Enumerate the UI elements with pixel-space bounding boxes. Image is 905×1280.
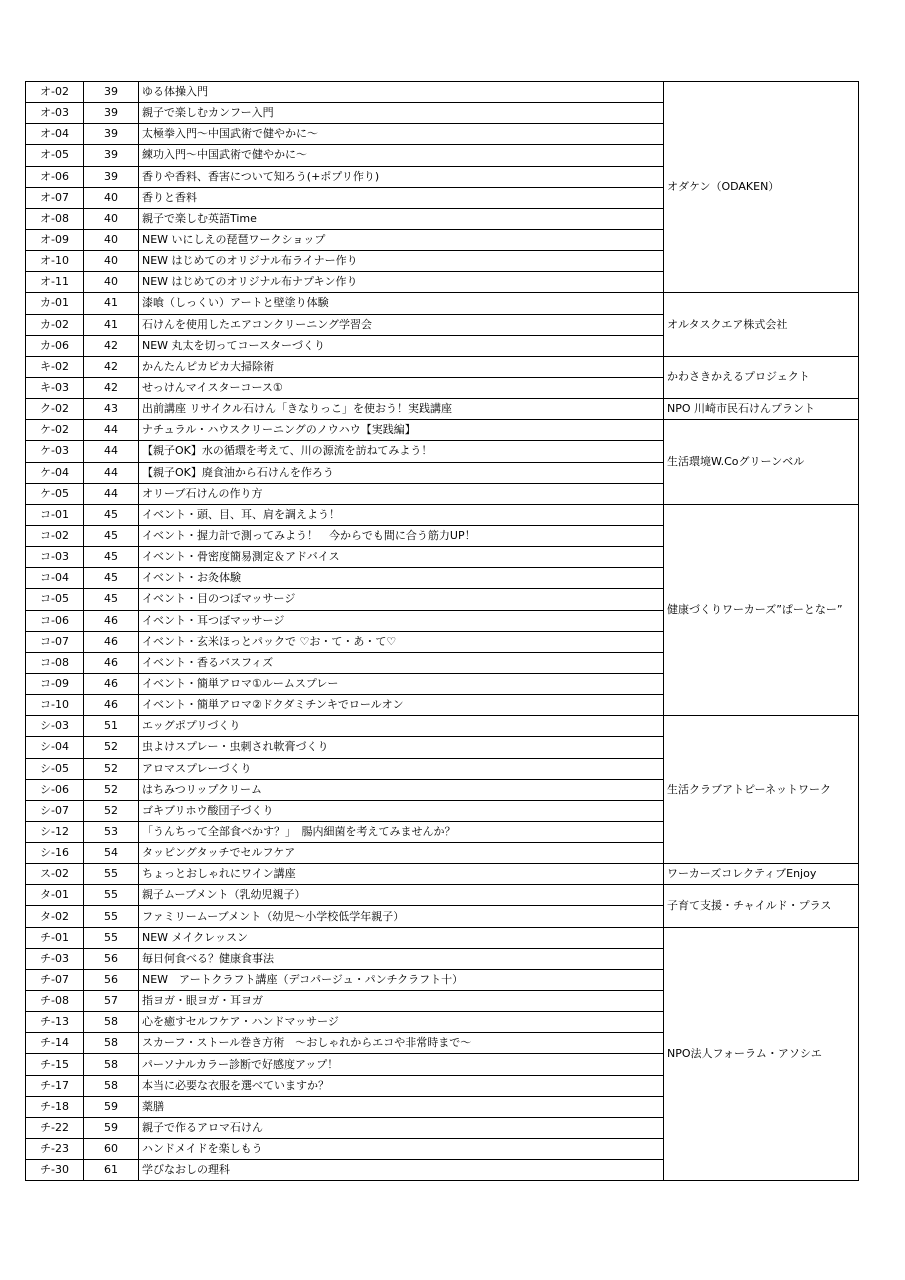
course-code: キ-03 (26, 377, 84, 398)
course-code: チ-17 (26, 1075, 84, 1096)
organization-name: ワーカーズコレクティブEnjoy (664, 864, 859, 885)
course-title: NEW 丸太を切ってコースターづくり (139, 335, 664, 356)
course-code: ケ-05 (26, 483, 84, 504)
course-code: オ-10 (26, 251, 84, 272)
course-code: オ-07 (26, 187, 84, 208)
page-number: 46 (84, 610, 139, 631)
course-code: コ-10 (26, 695, 84, 716)
table-row (26, 885, 859, 906)
course-title: ハンドメイドを楽しもう (139, 1139, 664, 1160)
course-code: チ-18 (26, 1096, 84, 1117)
course-title: スカーフ・ストール巻き方術 ～おしゃれからエコや非常時まで～ (139, 1033, 664, 1054)
course-code: コ-05 (26, 589, 84, 610)
course-title: アロマスプレーづくり (139, 758, 664, 779)
organization-name: NPO法人フォーラム・アソシエ (664, 927, 859, 1181)
course-code: シ-12 (26, 821, 84, 842)
course-code: オ-06 (26, 166, 84, 187)
course-code: シ-06 (26, 779, 84, 800)
course-title: イベント・お灸体験 (139, 568, 664, 589)
course-title: イベント・頭、目、耳、肩を調えよう！ (139, 504, 664, 525)
page-number: 44 (84, 462, 139, 483)
course-title: はちみつリップクリーム (139, 779, 664, 800)
course-title: NEW アートクラフト講座（デコパージュ・パンチクラフト十） (139, 969, 664, 990)
organization-name: 生活環境W.Coグリーンベル (664, 420, 859, 505)
page-number: 42 (84, 356, 139, 377)
page-number: 40 (84, 208, 139, 229)
page-number: 52 (84, 800, 139, 821)
course-code: シ-05 (26, 758, 84, 779)
course-code: カ-01 (26, 293, 84, 314)
course-title: NEW はじめてのオリジナル布ライナー作り (139, 251, 664, 272)
page-number: 58 (84, 1054, 139, 1075)
course-title: 漆喰（しっくい）アートと壁塗り体験 (139, 293, 664, 314)
page-number: 54 (84, 843, 139, 864)
organization-name: オルタスクエア株式会社 (664, 293, 859, 356)
course-title: 指ヨガ・眼ヨガ・耳ヨガ (139, 991, 664, 1012)
page-number: 45 (84, 504, 139, 525)
course-title: NEW いにしえの琵琶ワークショップ (139, 229, 664, 250)
page-number: 53 (84, 821, 139, 842)
course-title: 「うんちって全部食べかす？」 腸内細菌を考えてみませんか？ (139, 821, 664, 842)
course-title: 香りや香料、香害について知ろう(+ポプリ作り) (139, 166, 664, 187)
page-number: 55 (84, 885, 139, 906)
course-title: 石けんを使用したエアコンクリーニング学習会 (139, 314, 664, 335)
course-title: 香りと香料 (139, 187, 664, 208)
course-code: コ-08 (26, 652, 84, 673)
course-title: イベント・簡単アロマ①ルームスプレー (139, 673, 664, 694)
course-code: タ-02 (26, 906, 84, 927)
course-code: チ-30 (26, 1160, 84, 1181)
page-number: 58 (84, 1075, 139, 1096)
page-number: 40 (84, 229, 139, 250)
page-number: 52 (84, 737, 139, 758)
course-title: ゆる体操入門 (139, 82, 664, 103)
page-number: 52 (84, 779, 139, 800)
course-code: キ-02 (26, 356, 84, 377)
page-number: 44 (84, 483, 139, 504)
course-title: 太極拳入門～中国武術で健やかに～ (139, 124, 664, 145)
course-code: コ-01 (26, 504, 84, 525)
course-code: コ-09 (26, 673, 84, 694)
course-code: オ-05 (26, 145, 84, 166)
course-code: オ-08 (26, 208, 84, 229)
course-title: イベント・握力計で測ってみよう！ 今からでも間に合う筋力UP！ (139, 525, 664, 546)
page-number: 39 (84, 124, 139, 145)
course-code: コ-04 (26, 568, 84, 589)
course-title: NEW メイクレッスン (139, 927, 664, 948)
page-number: 46 (84, 673, 139, 694)
page-number: 39 (84, 82, 139, 103)
page-number: 51 (84, 716, 139, 737)
course-title: せっけんマイスターコース① (139, 377, 664, 398)
page-number: 52 (84, 758, 139, 779)
page-number: 56 (84, 948, 139, 969)
course-title: 本当に必要な衣服を選べていますか？ (139, 1075, 664, 1096)
page-number: 45 (84, 525, 139, 546)
course-title: 【親子OK】水の循環を考えて、川の源流を訪ねてみよう！ (139, 441, 664, 462)
page-number: 46 (84, 695, 139, 716)
page-number: 39 (84, 166, 139, 187)
page-number: 41 (84, 314, 139, 335)
organization-name: 健康づくりワーカーズ”ぱーとなー” (664, 504, 859, 715)
page-number: 45 (84, 589, 139, 610)
course-code: チ-08 (26, 991, 84, 1012)
course-title: オリーブ石けんの作り方 (139, 483, 664, 504)
course-code: コ-06 (26, 610, 84, 631)
course-title: 【親子OK】廃食油から石けんを作ろう (139, 462, 664, 483)
organization-name: オダケン（ODAKEN） (664, 82, 859, 293)
course-title: 親子で楽しむカンフー入門 (139, 103, 664, 124)
page-number: 55 (84, 864, 139, 885)
course-code: ケ-03 (26, 441, 84, 462)
course-title: イベント・香るバスフィズ (139, 652, 664, 673)
organization-name: 子育て支援・チャイルド・プラス (664, 885, 859, 927)
course-code: チ-14 (26, 1033, 84, 1054)
page-number: 46 (84, 652, 139, 673)
page-number: 40 (84, 187, 139, 208)
course-title: 毎日何食べる？健康食事法 (139, 948, 664, 969)
page-number: 45 (84, 547, 139, 568)
page-number: 39 (84, 145, 139, 166)
table-row (26, 927, 859, 948)
course-title: ナチュラル・ハウスクリーニングのノウハウ【実践編】 (139, 420, 664, 441)
course-title: NEW はじめてのオリジナル布ナプキン作り (139, 272, 664, 293)
course-code: チ-13 (26, 1012, 84, 1033)
course-title: イベント・目のつぼマッサージ (139, 589, 664, 610)
page-number: 58 (84, 1012, 139, 1033)
course-table (25, 81, 859, 1181)
page-number: 40 (84, 272, 139, 293)
course-title: イベント・簡単アロマ②ドクダミチンキでロールオン (139, 695, 664, 716)
page-number: 42 (84, 377, 139, 398)
course-code: オ-04 (26, 124, 84, 145)
course-code: チ-15 (26, 1054, 84, 1075)
course-code: カ-06 (26, 335, 84, 356)
page-number: 45 (84, 568, 139, 589)
table-row (26, 864, 859, 885)
page-number: 44 (84, 420, 139, 441)
course-code: オ-03 (26, 103, 84, 124)
course-title: ゴキブリホウ酸団子づくり (139, 800, 664, 821)
page-number: 59 (84, 1096, 139, 1117)
page-number: 56 (84, 969, 139, 990)
course-title: ちょっとおしゃれにワイン講座 (139, 864, 664, 885)
table-row (26, 716, 859, 737)
course-title: タッピングタッチでセルフケア (139, 843, 664, 864)
course-title: 出前講座 リサイクル石けん「きなりっこ」を使おう！実践講座 (139, 399, 664, 420)
course-title: 練功入門～中国武術で健やかに～ (139, 145, 664, 166)
course-code: シ-03 (26, 716, 84, 737)
course-code: ス-02 (26, 864, 84, 885)
page-number: 58 (84, 1033, 139, 1054)
page-number: 40 (84, 251, 139, 272)
course-code: コ-02 (26, 525, 84, 546)
course-code: タ-01 (26, 885, 84, 906)
course-title: パーソナルカラー診断で好感度アップ！ (139, 1054, 664, 1075)
page-number: 46 (84, 631, 139, 652)
course-code: チ-01 (26, 927, 84, 948)
page-number: 61 (84, 1160, 139, 1181)
page-number: 59 (84, 1117, 139, 1138)
course-code: ケ-04 (26, 462, 84, 483)
course-table-body (26, 82, 859, 1181)
table-row (26, 82, 859, 103)
organization-name: NPO 川崎市民石けんプラント (664, 399, 859, 420)
page-number: 55 (84, 927, 139, 948)
course-code: シ-07 (26, 800, 84, 821)
course-title: 薬膳 (139, 1096, 664, 1117)
course-code: チ-22 (26, 1117, 84, 1138)
course-title: イベント・骨密度簡易測定＆アドバイス (139, 547, 664, 568)
course-title: かんたんピカピカ大掃除術 (139, 356, 664, 377)
course-code: オ-09 (26, 229, 84, 250)
course-title: 親子で作るアロマ石けん (139, 1117, 664, 1138)
course-title: 虫よけスプレー・虫刺され軟膏づくり (139, 737, 664, 758)
table-row (26, 504, 859, 525)
page-number: 43 (84, 399, 139, 420)
page-number: 42 (84, 335, 139, 356)
table-row (26, 399, 859, 420)
course-title: イベント・玄米ほっとパックで ♡お・て・あ・て♡ (139, 631, 664, 652)
table-row (26, 356, 859, 377)
course-code: シ-16 (26, 843, 84, 864)
course-title: 学びなおしの理科 (139, 1160, 664, 1181)
page-number: 60 (84, 1139, 139, 1160)
course-title: イベント・耳つぼマッサージ (139, 610, 664, 631)
course-title: ファミリームーブメント（幼児～小学校低学年親子） (139, 906, 664, 927)
course-code: シ-04 (26, 737, 84, 758)
course-title: 親子ムーブメント（乳幼児親子） (139, 885, 664, 906)
course-title: 心を癒すセルフケア・ハンドマッサージ (139, 1012, 664, 1033)
page-number: 57 (84, 991, 139, 1012)
course-code: オ-02 (26, 82, 84, 103)
course-code: チ-07 (26, 969, 84, 990)
course-code: ク-02 (26, 399, 84, 420)
table-row (26, 293, 859, 314)
organization-name: かわさきかえるプロジェクト (664, 356, 859, 398)
page-number: 44 (84, 441, 139, 462)
course-title: 親子で楽しむ英語Time (139, 208, 664, 229)
course-code: チ-23 (26, 1139, 84, 1160)
page-number: 55 (84, 906, 139, 927)
page-number: 41 (84, 293, 139, 314)
course-code: コ-03 (26, 547, 84, 568)
course-code: チ-03 (26, 948, 84, 969)
course-code: コ-07 (26, 631, 84, 652)
page-number: 39 (84, 103, 139, 124)
course-title: エッグポプリづくり (139, 716, 664, 737)
table-row (26, 420, 859, 441)
course-code: オ-11 (26, 272, 84, 293)
organization-name: 生活クラブアトピーネットワーク (664, 716, 859, 864)
course-code: カ-02 (26, 314, 84, 335)
course-code: ケ-02 (26, 420, 84, 441)
